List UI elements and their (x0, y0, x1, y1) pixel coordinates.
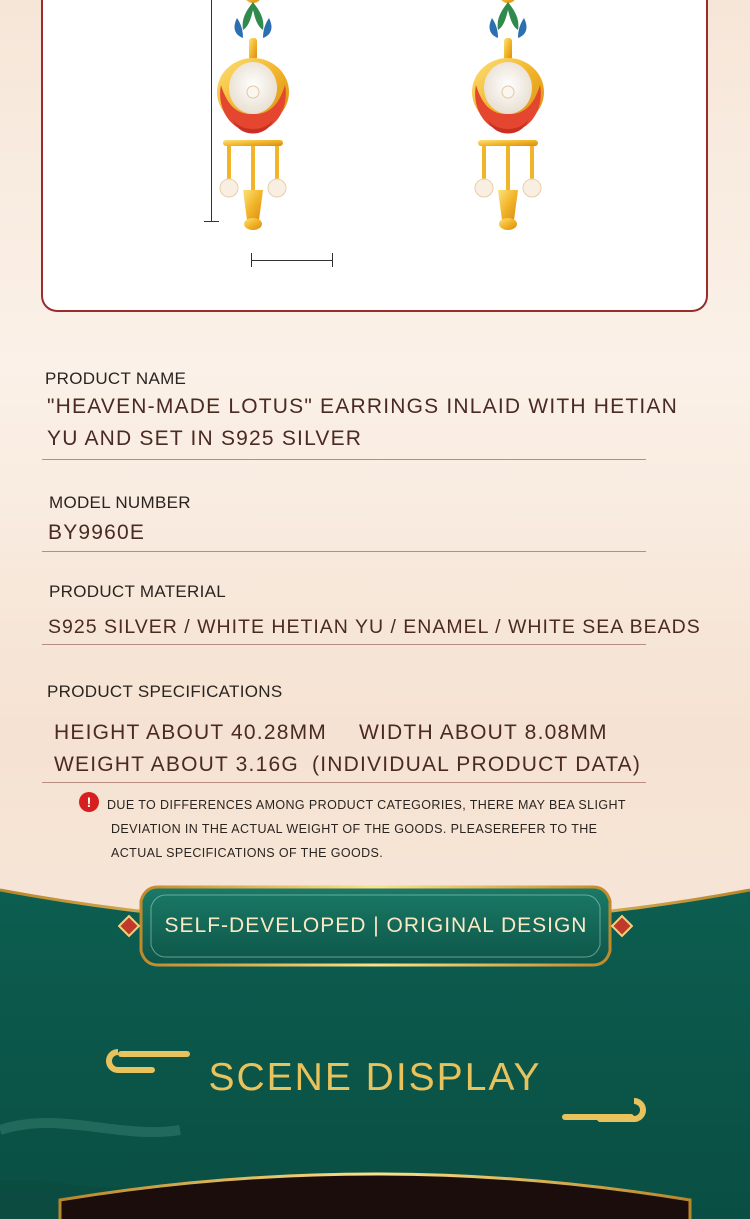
divider (42, 644, 646, 645)
spec-individual-note: (INDIVIDUAL PRODUCT DATA) (312, 753, 642, 776)
product-material-label: PRODUCT MATERIAL (49, 582, 227, 601)
divider (42, 459, 646, 460)
spec-weight: WEIGHT ABOUT 3.16G (54, 753, 299, 776)
model-number-value: BY9960E (48, 521, 146, 544)
width-dimension-line (251, 260, 333, 261)
notice-text (107, 793, 667, 865)
banner-text: SELF-DEVELOPED | ORIGINAL DESIGN (164, 914, 588, 937)
product-material-value: S925 SILVER / WHITE HETIAN YU / ENAMEL / WHITE SEA BEADS (48, 616, 701, 638)
scene-display-title: SCENE DISPLAY (208, 1056, 542, 1099)
divider (42, 551, 646, 552)
product-image-frame (41, 0, 708, 312)
product-name-line-1: "HEAVEN-MADE LOTUS" EARRINGS INLAID WITH HETIAN (47, 395, 678, 418)
product-name-label: PRODUCT NAME (45, 369, 187, 388)
spec-width: WIDTH ABOUT 8.08MM (359, 721, 608, 744)
model-number-label: MODEL NUMBER (49, 493, 191, 512)
product-name-line-2: YU AND SET IN S925 SILVER (47, 427, 363, 450)
divider (42, 782, 646, 783)
product-specifications-label: PRODUCT SPECIFICATIONS (47, 682, 283, 701)
notice-line-3: ACTUAL SPECIFICATIONS OF THE GOODS. (111, 846, 384, 860)
width-dimension-cap-right (332, 253, 333, 267)
notice-line-2: DEVIATION IN THE ACTUAL WEIGHT OF THE GOODS. PLEASEREFER TO THE (111, 822, 598, 836)
earring-right-image (458, 0, 558, 245)
earring-left-image (203, 0, 303, 245)
spec-height: HEIGHT ABOUT 40.28MM (54, 721, 327, 744)
warning-icon: ! (79, 792, 99, 812)
notice-line-1: DUE TO DIFFERENCES AMONG PRODUCT CATEGORIES, THERE MAY BEA SLIGHT (107, 798, 626, 812)
ornament-right-icon (560, 1096, 652, 1126)
width-dimension-cap-left (251, 253, 252, 267)
